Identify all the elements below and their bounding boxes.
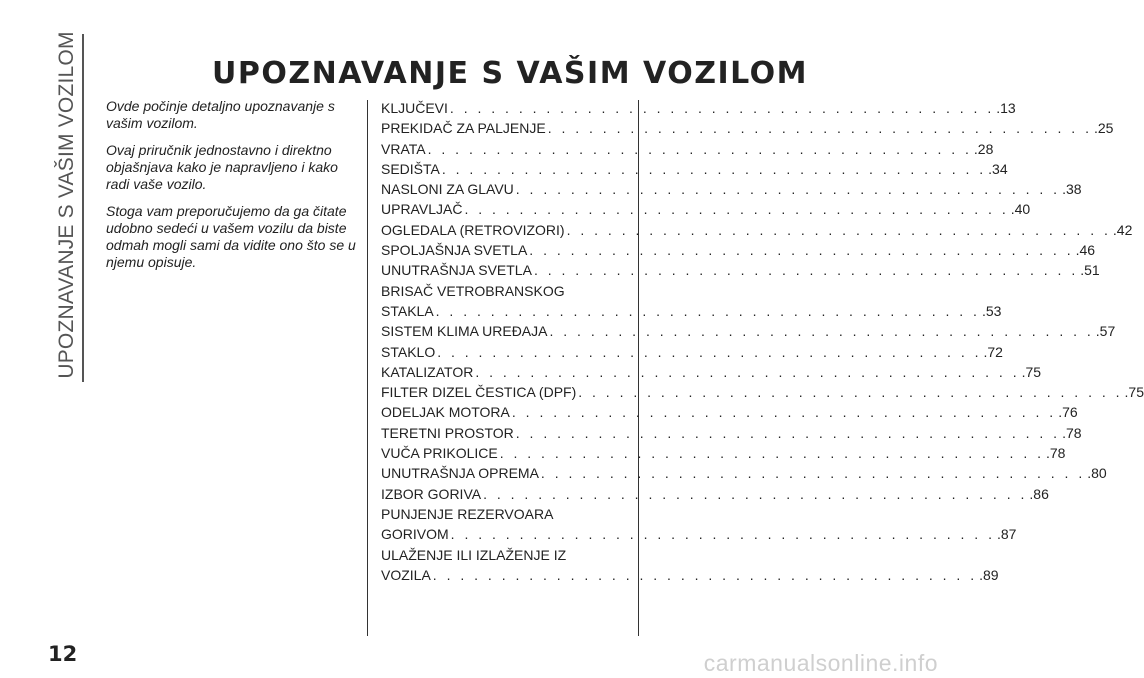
- toc-entry-line: BRISAČ VETROBRANSKOG: [381, 282, 565, 299]
- toc-entry: [381, 565, 999, 585]
- toc-dot-leader: . . . . . . . . . . . . . . . . . . . . . . . . . . . . . . . . . . . . . . . .: [540, 465, 1086, 482]
- watermark: carmanualsonline.info: [703, 650, 938, 676]
- toc-dot-leader: . . . . . . . . . . . . . . . . . . . . . . . . . . . . . . . . . . . . . . . .: [515, 181, 1061, 198]
- toc-dot-leader: . . . . . . . . . . . . . . . . . . . . . . . . . . . . . . . . . . . . . . . .: [578, 384, 1123, 401]
- toc-entry: [381, 382, 1144, 402]
- toc-entry-label: NASLONI ZA GLAVU: [381, 181, 514, 198]
- toc-dot-leader: . . . . . . . . . . . . . . . . . . . . . . . . . . . . . . . . . . . . . . . .: [464, 201, 1009, 218]
- toc-entry-label: STAKLA: [381, 302, 434, 319]
- toc-dot-leader: . . . . . . . . . . . . . . . . . . . . . . . . . . . . . . . . . . . . . . . .: [435, 302, 980, 319]
- toc-entry: [381, 463, 1107, 483]
- column-divider: [367, 100, 368, 636]
- toc-entry: [381, 362, 1042, 382]
- toc-entry-page: .75: [1124, 384, 1144, 401]
- toc-entry-label: SEDIŠTA: [381, 160, 440, 177]
- toc-entry-page: .78: [1046, 445, 1066, 462]
- table-of-contents: [381, 98, 1144, 585]
- toc-entry-page: .51: [1080, 262, 1100, 279]
- toc-dot-leader: . . . . . . . . . . . . . . . . . . . . . . . . . . . . . . . . . . . . . . . .: [566, 221, 1111, 238]
- toc-entry-page: .34: [988, 160, 1008, 177]
- toc-dot-leader: . . . . . . . . . . . . . . . . . . . . . . . . . . . . . . . . . . . . . . . .: [427, 140, 972, 157]
- toc-dot-leader: . . . . . . . . . . . . . . . . . . . . . . . . . . . . . . . . . . . . . . . .: [499, 445, 1044, 462]
- toc-entry: [381, 342, 1003, 362]
- toc-entry-line: ULAŽENJE ILI IZLAŽENJE IZ: [381, 546, 567, 563]
- toc-dot-leader: . . . . . . . . . . . . . . . . . . . . . . . . . . . . . . . . . . . . . . . .: [511, 404, 1057, 421]
- toc-dot-leader: . . . . . . . . . . . . . . . . . . . . . . . . . . . . . . . . . . . . . . . .: [515, 424, 1061, 441]
- toc-entry-label: STAKLO: [381, 343, 436, 360]
- page-title: UPOZNAVANJE S VAŠIM VOZILOM: [211, 56, 809, 92]
- toc-entry-label: OGLEDALA (RETROVIZORI): [381, 221, 565, 238]
- side-tab: [52, 30, 82, 380]
- toc-entry: [381, 443, 1066, 463]
- intro-paragraph: Ovde počinje detaljno upoznavanje s vašim vozilom.: [106, 98, 335, 131]
- toc-entry-label: KLJUČEVI: [381, 100, 448, 116]
- toc-entry-label: SISTEM KLIMA UREĐAJA: [381, 323, 548, 340]
- toc-dot-leader: . . . . . . . . . . . . . . . . . . . . . . . . . . . . . . . . . . . . . . . .: [533, 262, 1079, 279]
- toc-entry-label: VOZILA: [381, 566, 431, 583]
- toc-entry: [381, 321, 1116, 341]
- toc-entry-page: .25: [1093, 120, 1114, 137]
- toc-entry-label: IZBOR GORIVA: [381, 485, 482, 502]
- toc-entry-label: ODELJAK MOTORA: [381, 404, 510, 421]
- toc-entry: [381, 240, 1096, 260]
- toc-entry-page: .80: [1087, 465, 1107, 482]
- toc-entry-page: .46: [1075, 242, 1096, 259]
- toc-entry: [381, 402, 1078, 422]
- toc-entry: [381, 220, 1133, 240]
- toc-entry-page: .76: [1058, 404, 1078, 421]
- toc-dot-leader: . . . . . . . . . . . . . . . . . . . . . . . . . . . . . . . . . . . . . . . .: [547, 120, 1092, 137]
- toc-entry: [381, 159, 1008, 179]
- toc-entry-page: .42: [1112, 221, 1133, 238]
- toc-entry-page: .38: [1062, 181, 1082, 198]
- toc-dot-leader: . . . . . . . . . . . . . . . . . . . . . . . . . . . . . . . . . . . . . . . .: [432, 566, 978, 583]
- toc-entry-label: VRATA: [381, 140, 426, 157]
- intro-paragraph: Ovaj priručnik jednostavno i direktno objašnjava kako je napravljeno i kako radi vaše vozilo.: [106, 142, 338, 192]
- toc-entry-label: UPRAVLJAČ: [381, 201, 463, 218]
- toc-entry-page: .13: [996, 100, 1016, 116]
- intro-text: [106, 98, 356, 281]
- toc-entry-page: .72: [983, 343, 1003, 360]
- toc-entry: [381, 199, 1031, 219]
- toc-entry-label: VUČA PRIKOLICE: [381, 445, 498, 462]
- toc-entry-label: SPOLJAŠNJA SVETLA: [381, 242, 528, 259]
- page-number: 12: [48, 642, 78, 666]
- toc-entry-label: UNUTRAŠNJA OPREMA: [381, 465, 539, 482]
- toc-dot-leader: . . . . . . . . . . . . . . . . . . . . . . . . . . . . . . . . . . . . . . . .: [475, 363, 1020, 380]
- toc-entry-page: .40: [1010, 201, 1031, 218]
- toc-entry-label: FILTER DIZEL ČESTICA (DPF): [381, 384, 577, 401]
- toc-entry-page: .28: [973, 140, 994, 157]
- toc-entry: [381, 118, 1114, 138]
- toc-entry-page: .87: [996, 526, 1017, 543]
- toc-entry-label: PREKIDAČ ZA PALJENJE: [381, 120, 546, 137]
- toc-entry: [381, 98, 1016, 118]
- intro-paragraph: Stoga vam preporučujemo da ga čitate udobno sedeći u vašem vozilu da biste odmah mogli sami da vidite ono što se u njemu opisuje.: [106, 203, 356, 270]
- toc-entry-label: UNUTRAŠNJA SVETLA: [381, 262, 532, 279]
- toc-entry-page: .89: [979, 566, 999, 583]
- toc-entry-page: .78: [1062, 424, 1082, 441]
- side-tab-label: UPOZNAVANJE S VAŠIM VOZILOM: [55, 31, 78, 379]
- toc-entry-page: .75: [1021, 363, 1042, 380]
- toc-dot-leader: . . . . . . . . . . . . . . . . . . . . . . . . . . . . . . . . . . . . . . . .: [529, 242, 1074, 259]
- toc-entry: [381, 524, 1017, 544]
- toc-entry-page: .57: [1095, 323, 1116, 340]
- toc-entry: [381, 139, 994, 159]
- toc-entry: [381, 301, 1002, 321]
- toc-dot-leader: . . . . . . . . . . . . . . . . . . . . . . . . . . . . . . . . . . . . . . . .: [441, 160, 987, 177]
- toc-entry-label: GORIVOM: [381, 526, 449, 543]
- toc-dot-leader: . . . . . . . . . . . . . . . . . . . . . . . . . . . . . . . . . . . . . . . .: [437, 343, 982, 360]
- toc-dot-leader: . . . . . . . . . . . . . . . . . . . . . . . . . . . . . . . . . . . . . . . .: [549, 323, 1094, 340]
- toc-entry: [381, 484, 1049, 504]
- toc-entry: [381, 179, 1082, 199]
- toc-entry-page: .86: [1029, 485, 1049, 502]
- side-tab-rule: [82, 34, 84, 382]
- toc-dot-leader: . . . . . . . . . . . . . . . . . . . . . . . . . . . . . . . . . . . . . . . .: [449, 100, 995, 116]
- toc-entry: [381, 260, 1100, 280]
- toc-entry-page: .53: [981, 302, 1002, 319]
- toc-entry-label: TERETNI PROSTOR: [381, 424, 514, 441]
- toc-dot-leader: . . . . . . . . . . . . . . . . . . . . . . . . . . . . . . . . . . . . . . . .: [450, 526, 995, 543]
- toc-dot-leader: . . . . . . . . . . . . . . . . . . . . . . . . . . . . . . . . . . . . . . . .: [483, 485, 1028, 502]
- toc-entry: [381, 423, 1082, 443]
- toc-entry-label: KATALIZATOR: [381, 363, 474, 380]
- toc-entry-line: PUNJENJE REZERVOARA: [381, 505, 554, 522]
